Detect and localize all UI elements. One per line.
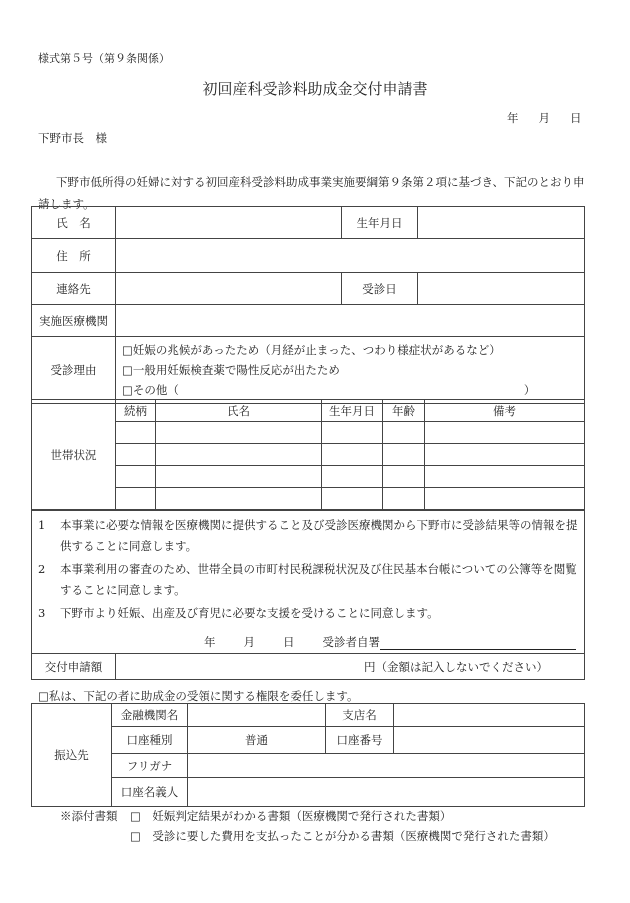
reason-option-test-kit[interactable]: □一般用妊娠検査薬で陽性反応が出たため <box>122 363 340 377</box>
household-cell[interactable] <box>156 466 322 488</box>
intro-text: 下野市低所得の妊婦に対する初回産科受診料助成事業実施要綱第９条第２項に基づき、下記のとおり申請します。 <box>38 175 585 211</box>
transfer-table <box>31 703 585 807</box>
signature-row <box>38 634 578 650</box>
attachment-item-2[interactable]: □ 受診に要した費用を支払ったことが分かる書類（医療機関で発行された書類） <box>130 829 555 843</box>
institution-label: 実施医療機関 <box>32 305 116 337</box>
sign-day: 日 <box>283 635 295 649</box>
household-cell[interactable] <box>156 422 322 444</box>
account-holder-field[interactable] <box>188 778 585 807</box>
transfer-label: 振込先 <box>32 704 112 807</box>
household-header-relation: 続柄 <box>116 400 156 422</box>
household-cell[interactable] <box>425 466 585 488</box>
date-month: 月 <box>538 111 550 125</box>
institution-field[interactable] <box>116 305 585 337</box>
signature-field[interactable] <box>380 635 576 650</box>
reason-option-pregnancy-signs[interactable]: □妊娠の兆候があったため（月経が止まった、つわり様症状があるなど） <box>122 343 501 357</box>
household-header-age: 年齢 <box>383 400 425 422</box>
delegation-checkbox[interactable]: □私は、下記の者に助成金の受領に関する権限を委任します。 <box>38 689 359 703</box>
page-title: 初回産科受診料助成金交付申請書 <box>202 80 428 98</box>
household-header-name: 氏名 <box>156 400 322 422</box>
consent-text-3: 下野市より妊娠、出産及び育児に必要な支援を受けることに同意します。 <box>60 606 439 620</box>
household-cell[interactable] <box>383 466 425 488</box>
visit-date-field[interactable] <box>418 273 585 305</box>
application-date <box>507 110 582 126</box>
household-cell[interactable] <box>425 444 585 466</box>
birth-field[interactable] <box>418 207 585 239</box>
household-cell[interactable] <box>383 444 425 466</box>
household-cell[interactable] <box>156 444 322 466</box>
furigana-label: フリガナ <box>112 754 188 778</box>
household-cell[interactable] <box>425 488 585 510</box>
consent-table <box>31 510 585 680</box>
household-cell[interactable] <box>116 466 156 488</box>
account-type-label: 口座種別 <box>112 727 188 754</box>
date-day: 日 <box>570 111 582 125</box>
household-cell[interactable] <box>116 488 156 510</box>
contact-label: 連絡先 <box>32 273 116 305</box>
birth-label: 生年月日 <box>342 207 418 239</box>
name-label: 氏 名 <box>32 207 116 239</box>
household-cell[interactable] <box>156 488 322 510</box>
household-cell[interactable] <box>322 488 383 510</box>
household-label: 世帯状況 <box>32 400 116 510</box>
grant-amount-label: 交付申請額 <box>32 654 116 680</box>
account-type-value: 普通 <box>188 727 326 754</box>
form-number: 様式第５号（第９条関係） <box>38 52 170 65</box>
consent-item-2 <box>38 559 578 601</box>
sign-year: 年 <box>204 635 216 649</box>
account-number-field[interactable] <box>394 727 585 754</box>
consent-text-2: 本事業利用の審査のため、世帯全員の市町村民税課税状況及び住民基本台帳についての公簿等を閲覧することに同意します。 <box>60 562 577 597</box>
signature-label: 受診者自署 <box>322 635 381 649</box>
branch-field[interactable] <box>394 704 585 727</box>
addressee: 下野市長 様 <box>38 131 107 145</box>
household-cell[interactable] <box>322 422 383 444</box>
reason-label: 受診理由 <box>32 337 116 404</box>
household-header-remarks: 備考 <box>425 400 585 422</box>
branch-label: 支店名 <box>326 704 394 727</box>
household-cell[interactable] <box>322 444 383 466</box>
household-cell[interactable] <box>116 422 156 444</box>
address-field[interactable] <box>116 239 585 273</box>
household-cell[interactable] <box>383 488 425 510</box>
household-header-birthdate: 生年月日 <box>322 400 383 422</box>
attachments <box>60 806 555 846</box>
bank-field[interactable] <box>188 704 326 727</box>
household-cell[interactable] <box>116 444 156 466</box>
household-cell[interactable] <box>383 422 425 444</box>
bank-label: 金融機関名 <box>112 704 188 727</box>
household-cell[interactable] <box>322 466 383 488</box>
applicant-table <box>31 206 585 404</box>
account-holder-label: 口座名義人 <box>112 778 188 807</box>
grant-amount-field[interactable]: 円（金額は記入しないでください） <box>116 654 585 680</box>
visit-date-label: 受診日 <box>342 273 418 305</box>
name-field[interactable] <box>116 207 342 239</box>
address-label: 住 所 <box>32 239 116 273</box>
consent-num-2: 2 <box>38 562 46 576</box>
consent-text-1: 本事業に必要な情報を医療機関に提供すること及び受診医療機関から下野市に受診結果等の情報を提供することに同意します。 <box>60 518 578 553</box>
attachment-item-1[interactable]: □ 妊娠判定結果がわかる書類（医療機関で発行された書類） <box>130 809 452 823</box>
consent-item-3 <box>38 603 578 624</box>
household-table <box>31 399 585 510</box>
date-year: 年 <box>507 111 519 125</box>
contact-field[interactable] <box>116 273 342 305</box>
account-number-label: 口座番号 <box>326 727 394 754</box>
consent-num-3: 3 <box>38 606 46 620</box>
consent-num-1: 1 <box>38 518 46 532</box>
household-cell[interactable] <box>425 422 585 444</box>
consent-item-1 <box>38 515 578 557</box>
furigana-field[interactable] <box>188 754 585 778</box>
reason-option-other[interactable]: □その他（ ） <box>122 383 536 397</box>
sign-month: 月 <box>243 635 256 649</box>
attachments-label: ※添付書類 <box>60 809 118 823</box>
